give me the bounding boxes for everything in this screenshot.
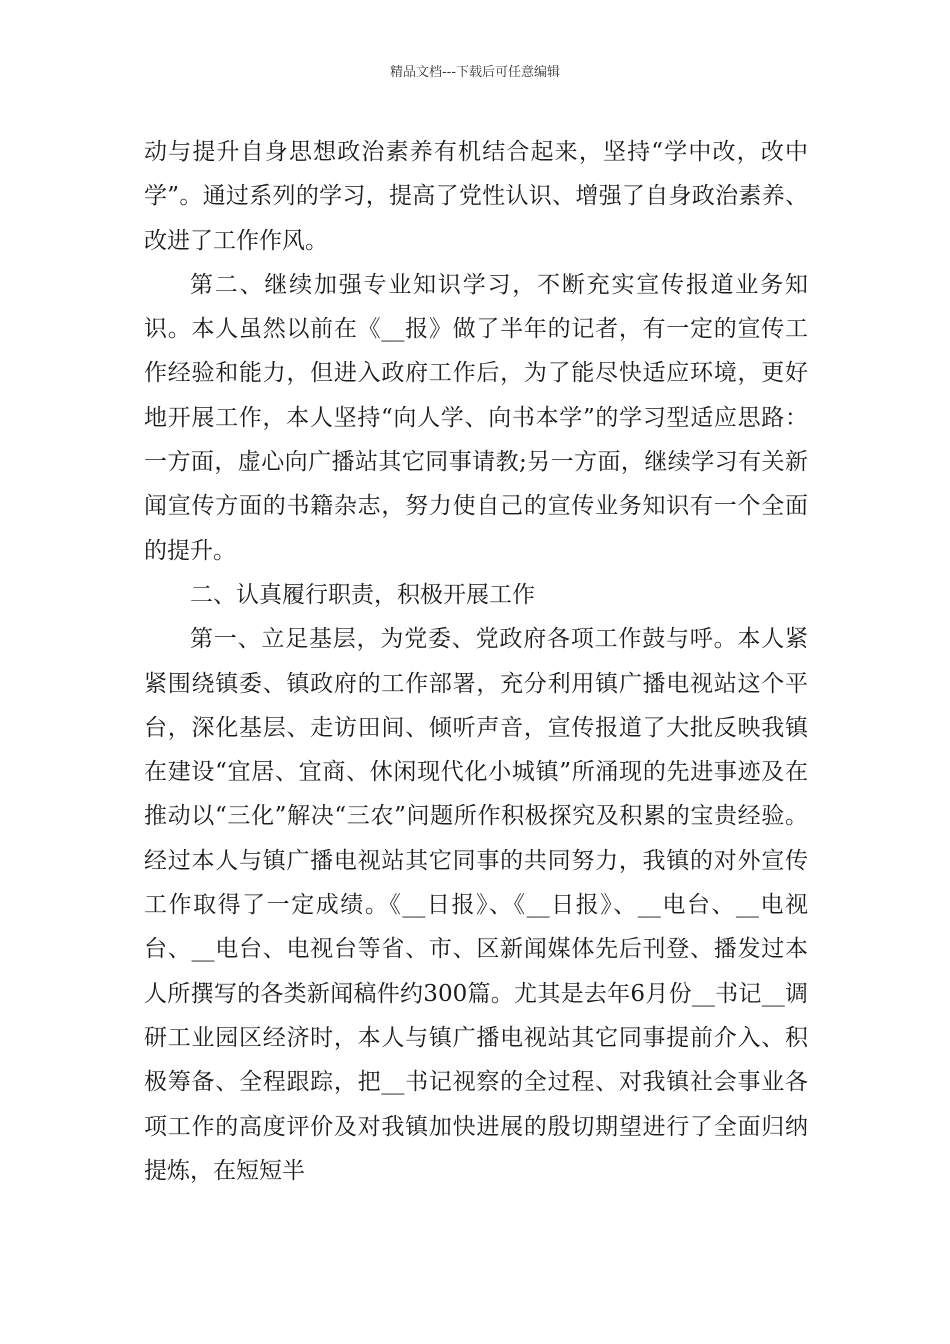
paragraph-2: 第二、继续加强专业知识学习，不断充实宣传报道业务知识。本人虽然以前在《__报》做了半年的记者，有一定的宣传工作经验和能力，但进入政府工作后，为了能尽快适应环境，更好地开展工作，本人坚持“向人学、向书本学”的学习型适应思路：一方面，虚心向广播站其它同事请教;另一方面，继续学习有关新闻宣传方面的书籍杂志，努力使自己的宣传业务知识有一个全面的提升。 (144, 271, 808, 564)
section-heading: 二、认真履行职责，积极开展工作 (190, 581, 535, 608)
paragraph-1: 动与提升自身思想政治素养有机结合起来，坚持“学中改，改中学”。通过系列的学习，提高了党性认识、增强了自身政治素养、改进了工作作风。 (144, 139, 808, 254)
document-body (144, 130, 808, 1193)
page-header: 精品文档---下载后可任意编辑 (389, 65, 561, 80)
paragraph-3: 第一、立足基层，为党委、党政府各项工作鼓与呼。本人紧紧围绕镇委、镇政府的工作部署，充分利用镇广播电视站这个平台，深化基层、走访田间、倾听声音，宣传报道了大批反映我镇在建设“宜居、宜商、休闲现代化小城镇”所涌现的先进事迹及在推动以“三化”解决“三农”问题所作积极探究及积累的宝贵经验。经过本人与镇广播电视站其它同事的共同努力，我镇的对外宣传工作取得了一定成绩。《__日报》、《__日报》、__电台、__电视台、__电台、电视台等省、市、区新闻媒体先后刊登、播发过本人所撰写的各类新闻稿件约300篇。尤其是去年6月份__书记__调研工业园区经济时，本人与镇广播电视站其它同事提前介入、积极筹备、全程跟踪，把__书记视察的全过程、对我镇社会事业各项工作的高度评价及对我镇加快进展的殷切期望进行了全面归纳提炼，在短短半 (144, 626, 808, 1184)
